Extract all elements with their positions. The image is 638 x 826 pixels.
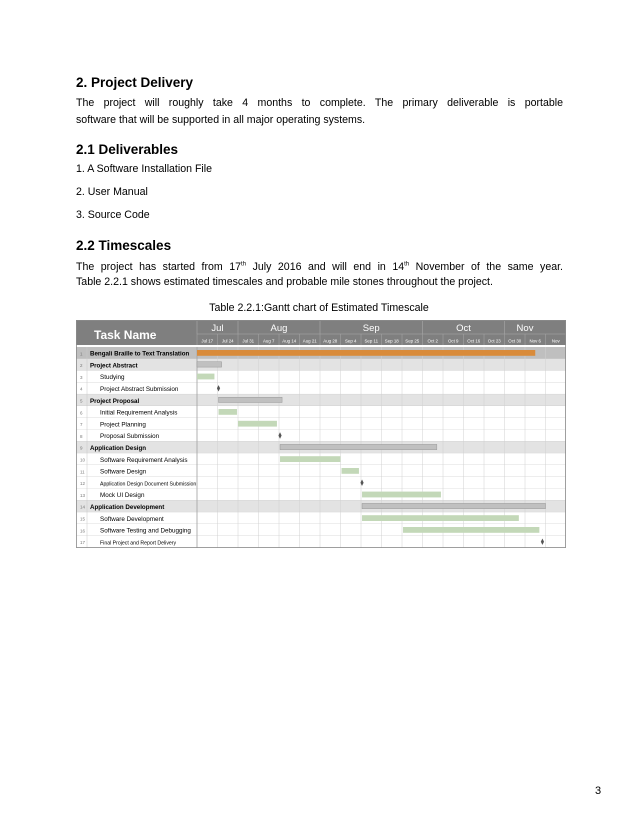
gantt-bar-summary — [219, 397, 283, 402]
gantt-month-label: Nov — [516, 323, 534, 334]
gantt-task-name: Studying — [100, 374, 125, 382]
gantt-bar-task — [197, 374, 214, 380]
gantt-task-name: Project Abstract Submission — [100, 386, 179, 393]
deliverable-item: 2. User Manual — [76, 186, 148, 198]
gantt-row-number: 12 — [80, 481, 86, 487]
gantt-row-number: 11 — [80, 469, 85, 475]
gantt-week-label: Oct 23 — [487, 338, 501, 344]
timescales-paragraph-line2: Table 2.2.1 shows estimated timescales and probable mile stones throughout the project. — [76, 276, 493, 288]
heading-project-delivery: 2. Project Delivery — [76, 75, 194, 90]
table-row — [76, 489, 566, 501]
gantt-task-name: Application Development — [90, 504, 165, 511]
gantt-week-label: Jul 31 — [242, 338, 255, 344]
gantt-bar-task — [238, 421, 277, 427]
gantt-week-label: Sep 4 — [345, 338, 357, 344]
gantt-bar-summary — [197, 362, 222, 367]
heading-timescales: 2.2 Timescales — [76, 238, 172, 253]
gantt-bar-summary — [280, 444, 437, 449]
timescales-text-2: July 2016 and will end in 14 — [246, 261, 405, 273]
gantt-row-number: 7 — [80, 422, 83, 428]
gantt-week-label: Oct 30 — [508, 338, 522, 344]
gantt-row-number: 10 — [80, 457, 86, 463]
deliverable-item: 1. A Software Installation File — [76, 163, 213, 175]
gantt-task-name: Proposal Submission — [100, 433, 160, 441]
superscript-th: th — [404, 261, 410, 268]
gantt-week-label: Oct 2 — [427, 338, 438, 344]
gantt-row-number: 16 — [80, 528, 86, 534]
table-row — [76, 465, 566, 477]
gantt-week-label: Nov — [551, 338, 560, 344]
gantt-month-label: Aug — [270, 323, 288, 334]
table-row — [76, 418, 566, 430]
gantt-task-name: Project Abstract — [90, 362, 138, 370]
gantt-task-name: Bengali Braille to Text Translation — [90, 350, 190, 358]
gantt-month-label: Jul — [211, 323, 224, 334]
gantt-bar-task — [280, 456, 340, 462]
delivery-paragraph-line2: software that will be supported in all major operating systems. — [76, 114, 366, 126]
gantt-bar-task — [403, 527, 539, 533]
gantt-task-name: Software Requirement Analysis — [100, 456, 188, 464]
gantt-task-name: Mock UI Design — [100, 492, 145, 500]
gantt-bar-main — [197, 350, 535, 356]
gantt-bar-task — [219, 409, 237, 415]
gantt-week-label: Aug 7 — [263, 338, 275, 344]
gantt-week-label: Sep 11 — [364, 338, 379, 344]
gantt-bar-task — [362, 515, 519, 521]
gantt-bar-task — [362, 492, 441, 498]
timescales-text-3: November of the same year. — [409, 261, 563, 273]
gantt-row-number: 1 — [80, 351, 83, 357]
gantt-month-label: Sep — [362, 323, 380, 334]
gantt-row-number: 17 — [80, 540, 86, 546]
gantt-task-name: Project Planning — [100, 421, 146, 429]
timescales-text-1: The project has started from 17 — [76, 261, 242, 273]
gantt-task-name: Application Design — [90, 445, 147, 452]
gantt-bar-summary — [362, 503, 545, 508]
table-row — [76, 359, 566, 371]
gantt-week-label: Oct 16 — [467, 338, 481, 344]
page-number: 3 — [595, 785, 602, 797]
gantt-task-name: Software Development — [100, 515, 164, 523]
gantt-row-number: 13 — [80, 492, 86, 498]
gantt-row-number: 3 — [80, 374, 83, 380]
gantt-row-number: 14 — [80, 504, 86, 510]
gantt-task-name: Final Project and Report Delivery — [100, 540, 177, 547]
gantt-week-label: Nov 6 — [529, 338, 541, 344]
gantt-row-number: 9 — [80, 445, 83, 451]
table-row — [76, 394, 566, 406]
gantt-week-label: Jul 17 — [201, 338, 214, 344]
gantt-bar-task — [342, 468, 359, 474]
gantt-week-label: Oct 9 — [448, 338, 459, 344]
gantt-week-label: Jul 24 — [221, 338, 234, 344]
gantt-task-name: Initial Requirement Analysis — [100, 409, 178, 417]
gantt-week-label: Sep 25 — [405, 338, 420, 344]
gantt-row-number: 15 — [80, 516, 86, 522]
deliverable-item: 3. Source Code — [76, 209, 150, 221]
heading-deliverables: 2.1 Deliverables — [76, 142, 179, 157]
gantt-week-label: Aug 28 — [323, 338, 338, 344]
delivery-paragraph-line1: The project will roughly take 4 months to complete. The primary deliverable is portable — [76, 97, 563, 109]
gantt-week-label: Sep 18 — [384, 338, 399, 344]
table-caption: Table 2.2.1:Gantt chart of Estimated Timescale — [209, 302, 429, 314]
table-row — [76, 371, 566, 383]
gantt-row-number: 4 — [80, 386, 83, 392]
gantt-week-label: Aug 14 — [282, 338, 297, 344]
gantt-row-number: 6 — [80, 410, 83, 416]
gantt-task-name: Project Proposal — [90, 397, 140, 405]
gantt-month-label: Oct — [456, 323, 471, 334]
gantt-task-name: Software Testing and Debugging — [100, 527, 191, 535]
gantt-task-name: Application Design Document Submission — [100, 481, 197, 488]
gantt-week-label: Aug 21 — [302, 338, 317, 344]
gantt-header-label: Task Name — [94, 328, 157, 342]
gantt-row-number: 5 — [80, 398, 83, 404]
gantt-row-number: 8 — [80, 433, 83, 439]
gantt-row-number: 2 — [80, 363, 83, 369]
gantt-task-name: Software Design — [100, 468, 147, 476]
superscript-th: th — [241, 261, 247, 268]
gantt-chart — [76, 320, 566, 550]
